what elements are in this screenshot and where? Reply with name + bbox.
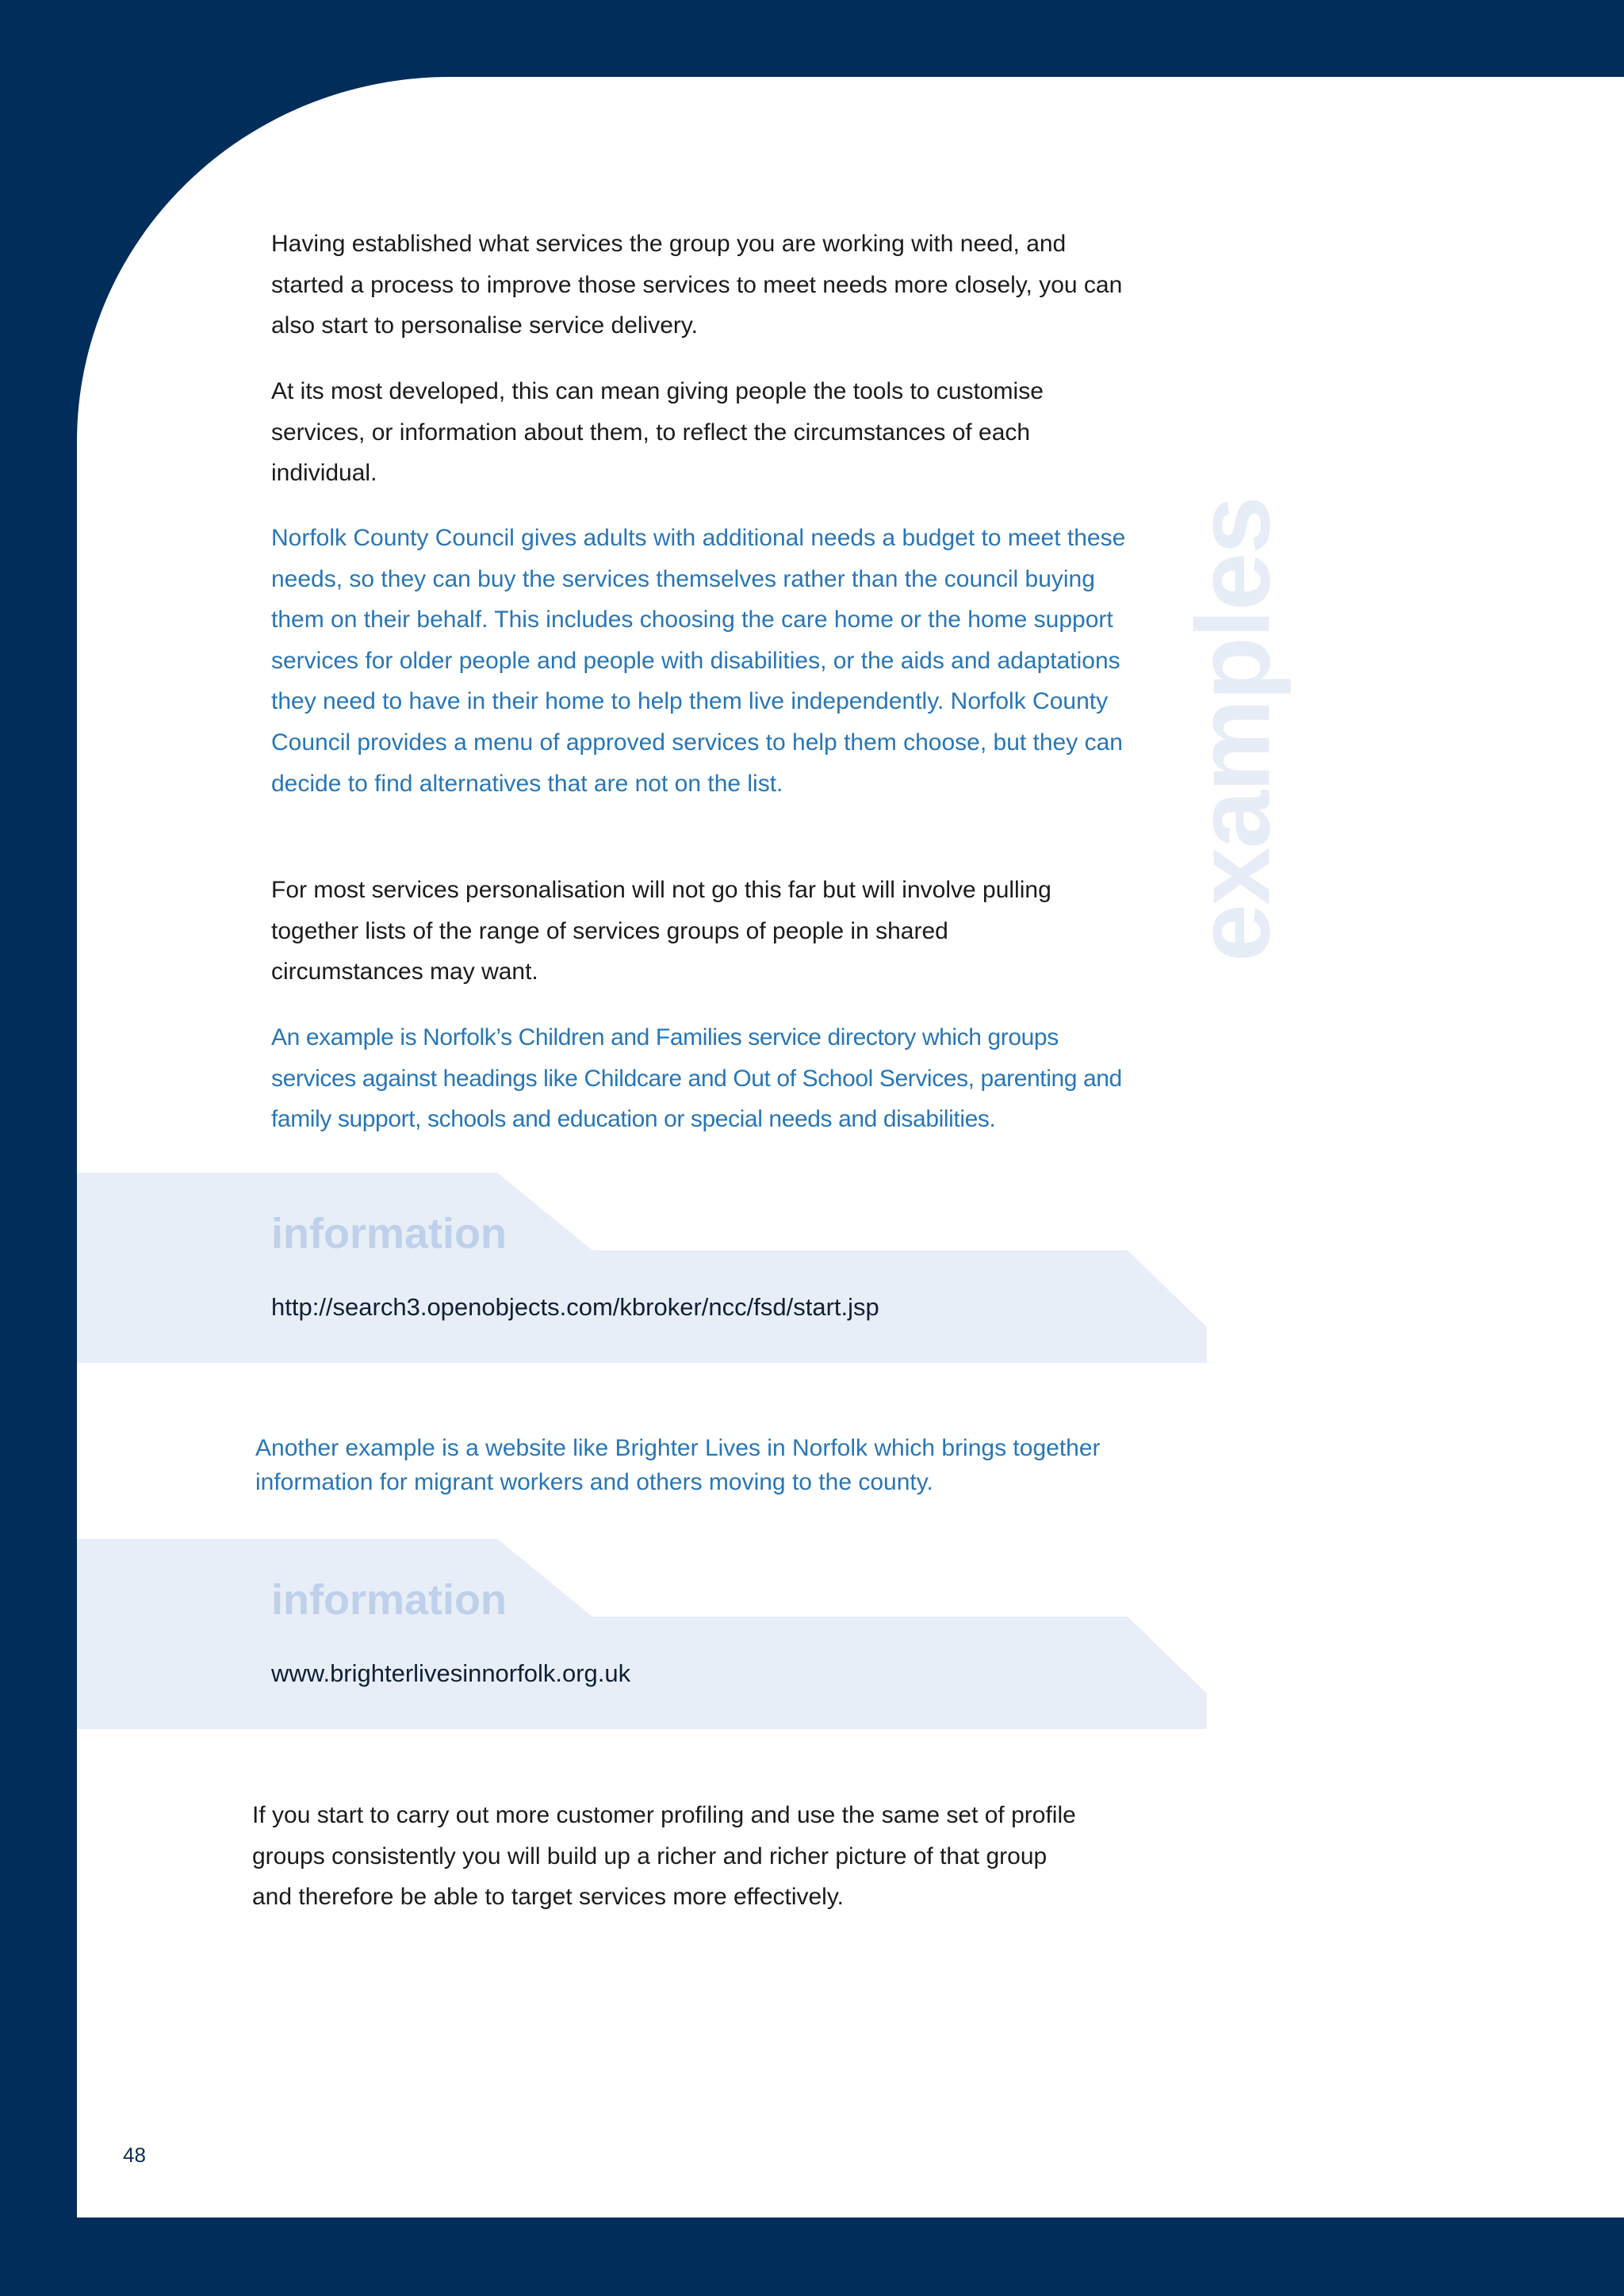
- information-box-2-link[interactable]: www.brighterlivesinnorfolk.org.uk: [271, 1659, 631, 1687]
- examples-side-label: examples: [1174, 497, 1292, 962]
- information-box-2: [77, 1539, 1207, 1729]
- information-box-2-title: information: [271, 1576, 507, 1624]
- information-box-1-shape: [77, 1173, 1207, 1363]
- information-box-1: [77, 1173, 1207, 1363]
- intro-paragraph: Having established what services the group you are working with need, and started a process to improve those services to meet needs more closely, you can also start to personalise service delivery.: [271, 231, 1123, 339]
- information-box-2-shape: [77, 1539, 1207, 1729]
- page-number: 48: [123, 2143, 146, 2167]
- personalisation-paragraph: For most services personalisation will not go this far but will involve pulling together lists of the range of services groups of people in shared circumstances may want.: [271, 877, 1051, 985]
- profiling-paragraph: If you start to carry out more customer profiling and use the same set of profile groups consistently you will build up a richer and richer picture of that group and therefore be able to target services more effectively.: [252, 1802, 1076, 1911]
- brighter-lives-example: Another example is a website like Brighter Lives in Norfolk which brings together information for migrant workers and others moving to the county.: [255, 1435, 1101, 1495]
- information-box-1-title: information: [271, 1210, 507, 1257]
- information-box-1-link[interactable]: http://search3.openobjects.com/kbroker/ncc/fsd/start.jsp: [271, 1293, 879, 1321]
- norfolk-budget-example: Norfolk County Council gives adults with additional needs a budget to meet these needs, so they can buy the services themselves rather than the council buying them on their behalf. This includes choosing the care home or the home support services for older people and people with disabilities, or the aids and adaptations they need to have in their home to help them live independently. Norfolk County Council provides a menu of approved services to help them choose, but they can decide to find alternatives that are not on the list.: [271, 525, 1126, 797]
- developed-paragraph: At its most developed, this can mean giving people the tools to customise services, or information about them, to reflect the circumstances of each individual.: [271, 378, 1044, 487]
- service-directory-example: An example is Norfolk’s Children and Families service directory which groups services against headings like Childcare and Out of School Services, parenting and family support, schools and education or special needs and disabilities.: [271, 1024, 1122, 1133]
